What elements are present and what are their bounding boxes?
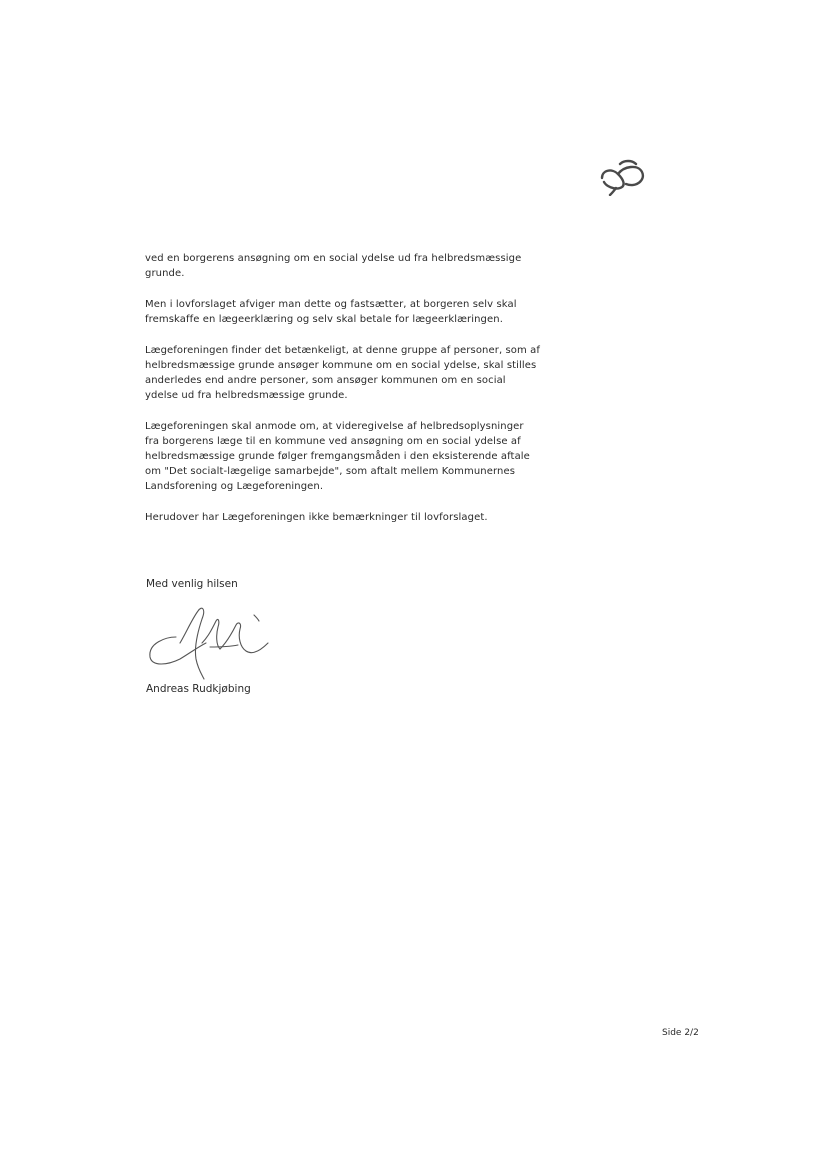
letter-body <box>145 251 575 541</box>
signer-name: Andreas Rudkjøbing <box>146 683 251 695</box>
paragraph-5 <box>145 510 575 525</box>
text-line: fra borgerens læge til en kommune ved ansøgning om en social ydelse af <box>145 436 521 447</box>
text-line: ydelse ud fra helbredsmæssige grunde. <box>145 390 348 401</box>
handwritten-signature <box>146 603 276 683</box>
text-line: Lægeforeningen finder det betænkeligt, at denne gruppe af personer, som af <box>145 345 540 356</box>
paragraph-1 <box>145 251 575 281</box>
text-line: Men i lovforslaget afviger man dette og fastsætter, at borgeren selv skal <box>145 299 517 310</box>
page-number: Side 2/2 <box>662 1028 699 1038</box>
text-line: helbredsmæssige grunde ansøger kommune om en social ydelse, skal stilles <box>145 360 537 371</box>
text-line: helbredsmæssige grunde følger fremgangsmåden i den eksisterende aftale <box>145 451 530 462</box>
text-line: grunde. <box>145 268 185 279</box>
paragraph-4 <box>145 419 575 494</box>
text-line: anderledes end andre personer, som ansøger kommunen om en social <box>145 375 506 386</box>
aesculapius-logo-icon <box>596 158 648 196</box>
paragraph-3 <box>145 343 575 403</box>
text-line: om "Det socialt-lægelige samarbejde", som aftalt mellem Kommunernes <box>145 466 516 477</box>
text-line: Landsforening og Lægeforeningen. <box>145 481 324 492</box>
text-line: Herudover har Lægeforeningen ikke bemærkninger til lovforslaget. <box>145 512 488 523</box>
paragraph-2 <box>145 297 575 327</box>
text-line: fremskaffe en lægeerklæring og selv skal betale for lægeerklæringen. <box>145 314 503 325</box>
text-line: ved en borgerens ansøgning om en social ydelse ud fra helbredsmæssige <box>145 253 522 264</box>
closing-salutation: Med venlig hilsen <box>146 578 238 590</box>
text-line: Lægeforeningen skal anmode om, at videregivelse af helbredsoplysninger <box>145 421 524 432</box>
